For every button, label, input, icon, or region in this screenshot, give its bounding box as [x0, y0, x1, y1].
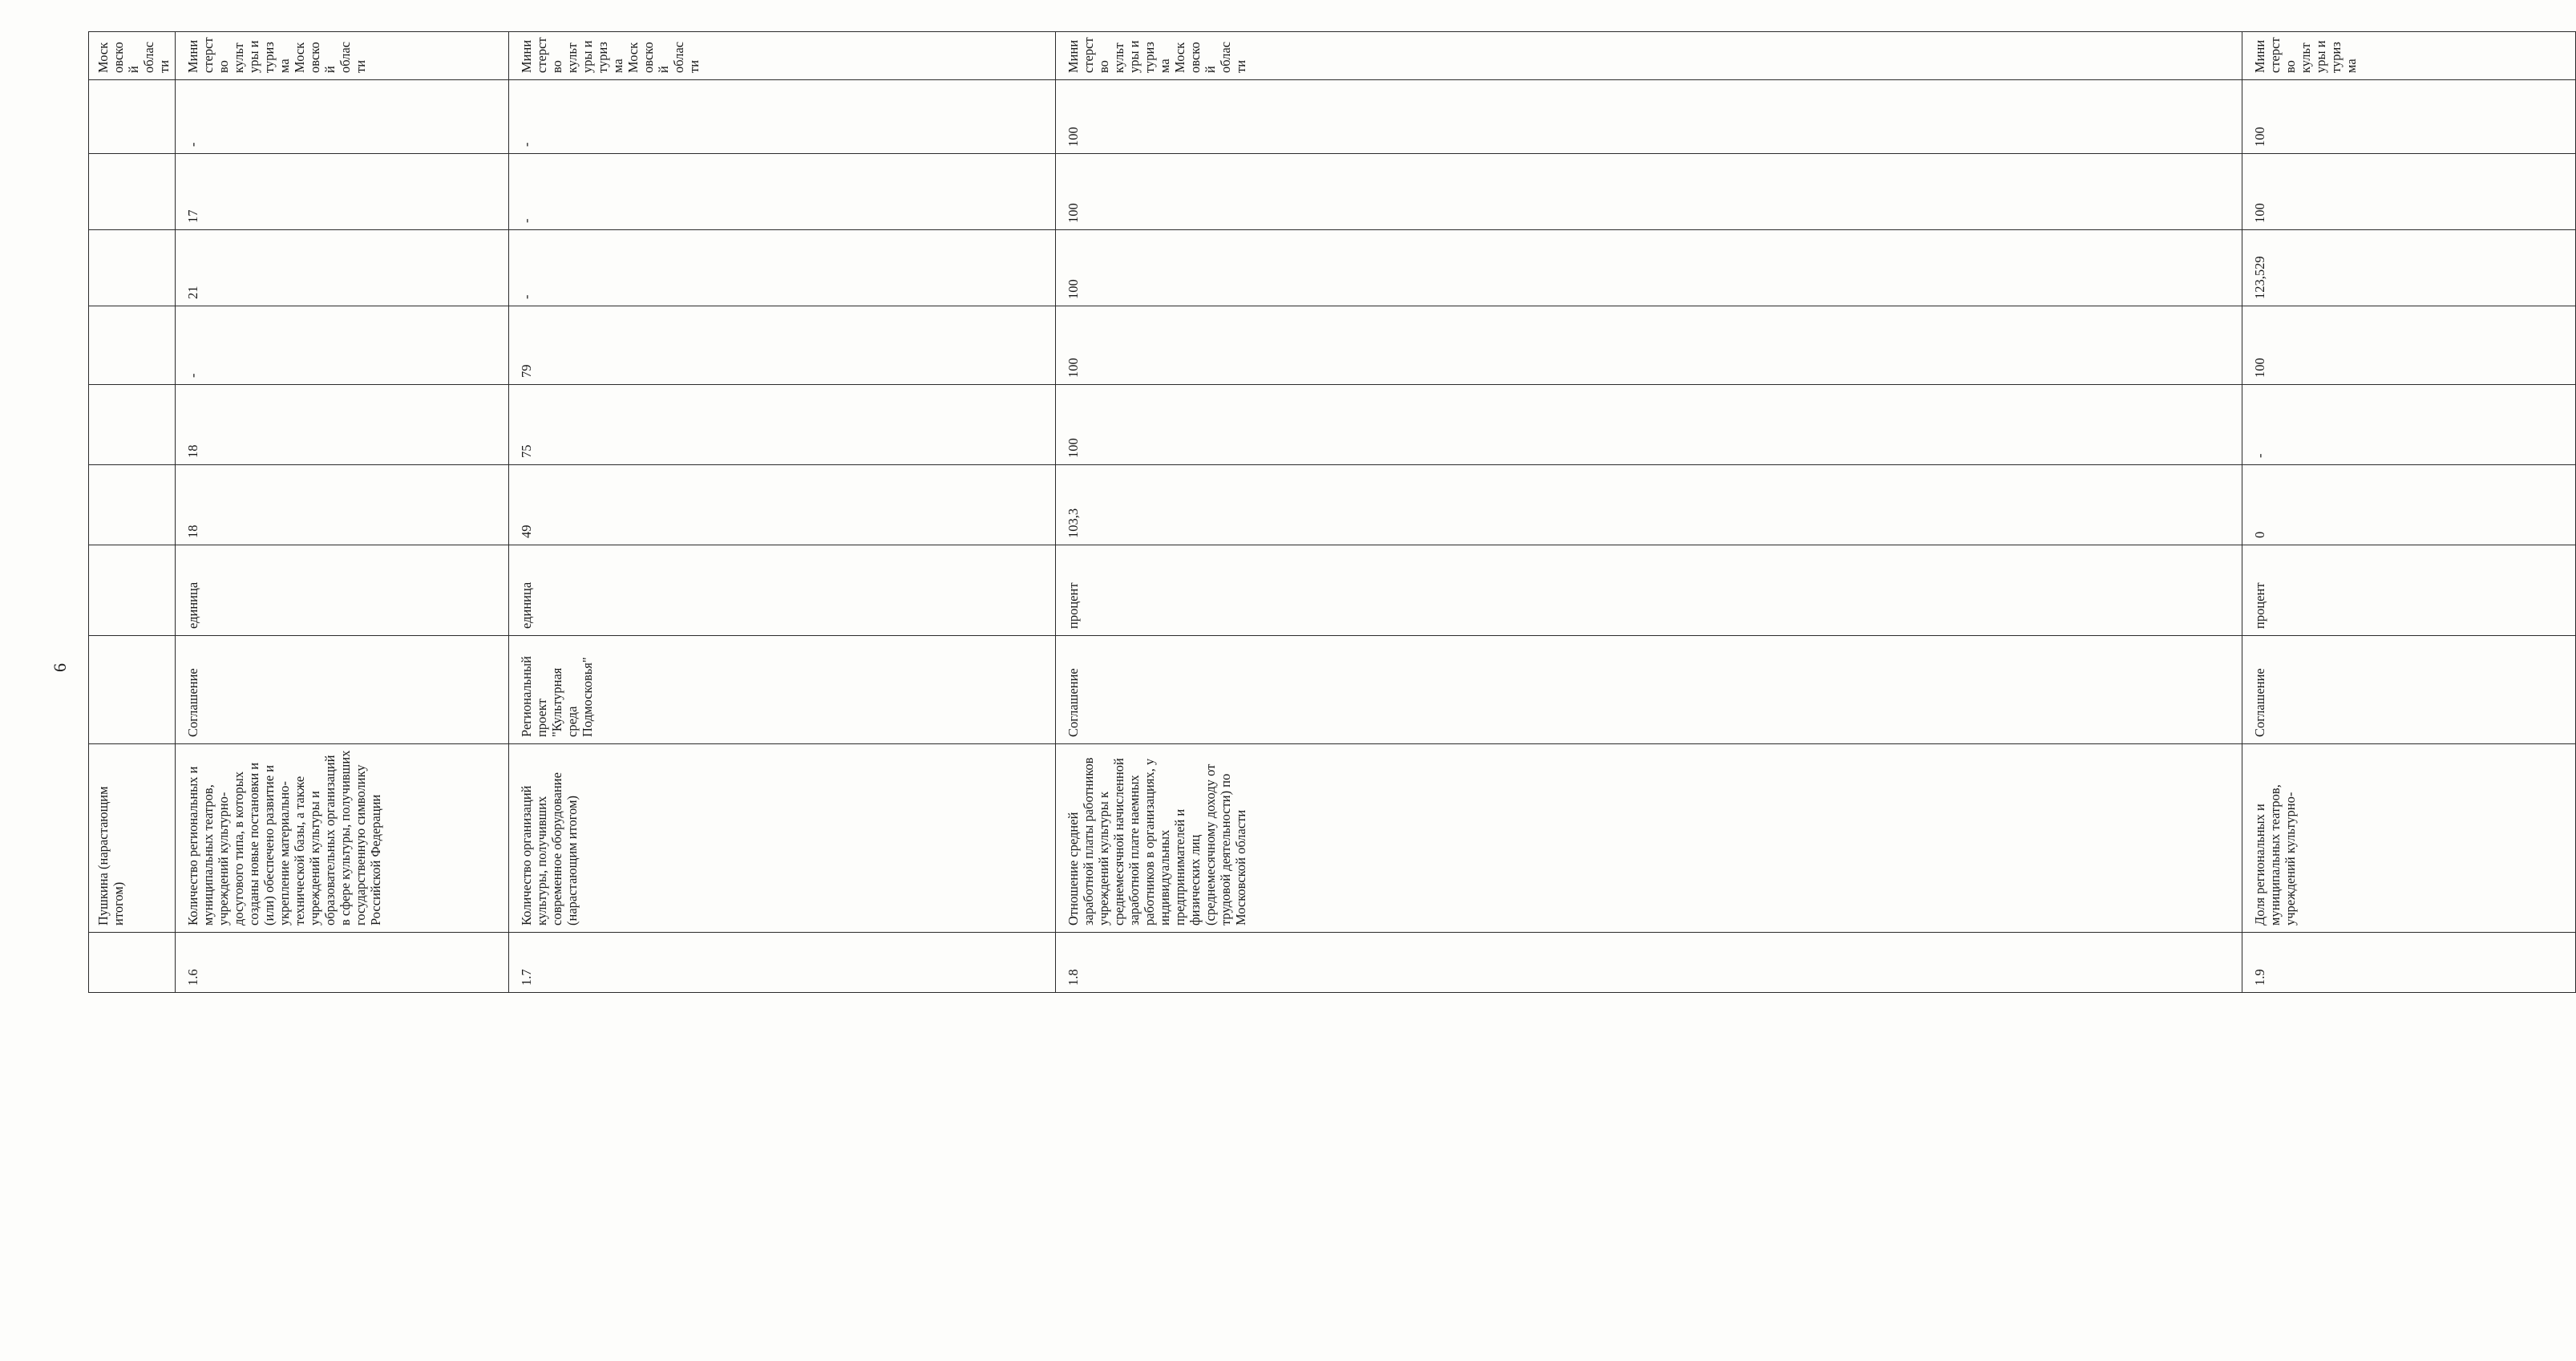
- cell-value-1: 75: [509, 385, 1056, 465]
- cell-unit: процент: [2242, 545, 2576, 636]
- cell-value-5: 100: [2242, 80, 2576, 154]
- cell-type: Региональный проект "Культурная среда Подмосковья": [509, 636, 1056, 744]
- cell-value-3: 21: [176, 230, 509, 306]
- cell-empty: [89, 545, 176, 636]
- cell-responsible: Министерство культуры и туризма: [2242, 32, 2576, 80]
- cell-value-1: 18: [176, 385, 509, 465]
- table-row: [1056, 32, 2242, 993]
- page-number: 6: [50, 663, 70, 672]
- cell-base-value: 0: [2242, 465, 2576, 545]
- cell-base-value: 18: [176, 465, 509, 545]
- cell-unit: единица: [176, 545, 509, 636]
- cell-value-5: -: [509, 80, 1056, 154]
- cell-empty: [89, 80, 176, 154]
- table-row-header-continuation: [89, 32, 176, 993]
- cell-unit: процент: [1056, 545, 2242, 636]
- cell-indicator: Количество региональных и муниципальных театров, учреждений культурно-досугового типа, в которых созданы новые постановки и (или) обеспечено развитие и укрепление материально-технической базы, а также учреждений культуры и образовательных организаций в сфере культуры, получивших государственную символику Российской Федерации: [176, 744, 509, 933]
- cell-empty: [89, 465, 176, 545]
- cell-unit: единица: [509, 545, 1056, 636]
- cell-responsible: Министерство культуры и туризма Московской области: [1056, 32, 2242, 80]
- cell-value-2: -: [176, 306, 509, 385]
- cell-empty: [89, 636, 176, 744]
- cell-responsible: Министерство культуры и туризма Московской области: [176, 32, 509, 80]
- cell-value-5: -: [176, 80, 509, 154]
- cell-value-4: -: [509, 154, 1056, 230]
- cell-type: Соглашение: [2242, 636, 2576, 744]
- cell-responsible: Московской области: [89, 32, 176, 80]
- cell-number: 1.6: [176, 933, 509, 993]
- cell-value-2: 100: [2242, 306, 2576, 385]
- cell-value-2: 100: [1056, 306, 2242, 385]
- cell-type: Соглашение: [1056, 636, 2242, 744]
- indicators-table: [88, 31, 2576, 993]
- table-row: [176, 32, 509, 993]
- cell-value-3: -: [509, 230, 1056, 306]
- cell-indicator: Доля региональных и муниципальных театров, учреждений культурно-: [2242, 744, 2576, 933]
- cell-empty: [89, 154, 176, 230]
- table-row: [509, 32, 1056, 993]
- cell-value-4: 100: [1056, 154, 2242, 230]
- cell-empty: [89, 385, 176, 465]
- cell-type: Соглашение: [176, 636, 509, 744]
- cell-number: [89, 933, 176, 993]
- cell-value-1: 100: [1056, 385, 2242, 465]
- cell-value-5: 100: [1056, 80, 2242, 154]
- cell-number: 1.8: [1056, 933, 2242, 993]
- rotated-table-container: [88, 32, 2359, 993]
- cell-value-4: 100: [2242, 154, 2576, 230]
- cell-number: 1.9: [2242, 933, 2576, 993]
- cell-value-2: 79: [509, 306, 1056, 385]
- cell-value-3: 123,529: [2242, 230, 2576, 306]
- cell-value-1: -: [2242, 385, 2576, 465]
- cell-empty: [89, 306, 176, 385]
- cell-indicator: Отношение средней заработной платы работников учреждений культуры к среднемесячной начисленной заработной плате наемных работников в организациях, у индивидуальных предпринимателей и физических лиц (среднемесячному доходу от трудовой деятельности) по Московской области: [1056, 744, 2242, 933]
- cell-value-3: 100: [1056, 230, 2242, 306]
- cell-base-value: 49: [509, 465, 1056, 545]
- cell-empty: [89, 230, 176, 306]
- cell-value-4: 17: [176, 154, 509, 230]
- cell-base-value: 103,3: [1056, 465, 2242, 545]
- cell-responsible: Министерство культуры и туризма Московской области: [509, 32, 1056, 80]
- cell-number: 1.7: [509, 933, 1056, 993]
- table-row: [2242, 32, 2576, 993]
- cell-indicator: Пушкина (нарастающим итогом): [89, 744, 176, 933]
- cell-indicator: Количество организаций культуры, получивших современное оборудование (нарастающим итогом): [509, 744, 1056, 933]
